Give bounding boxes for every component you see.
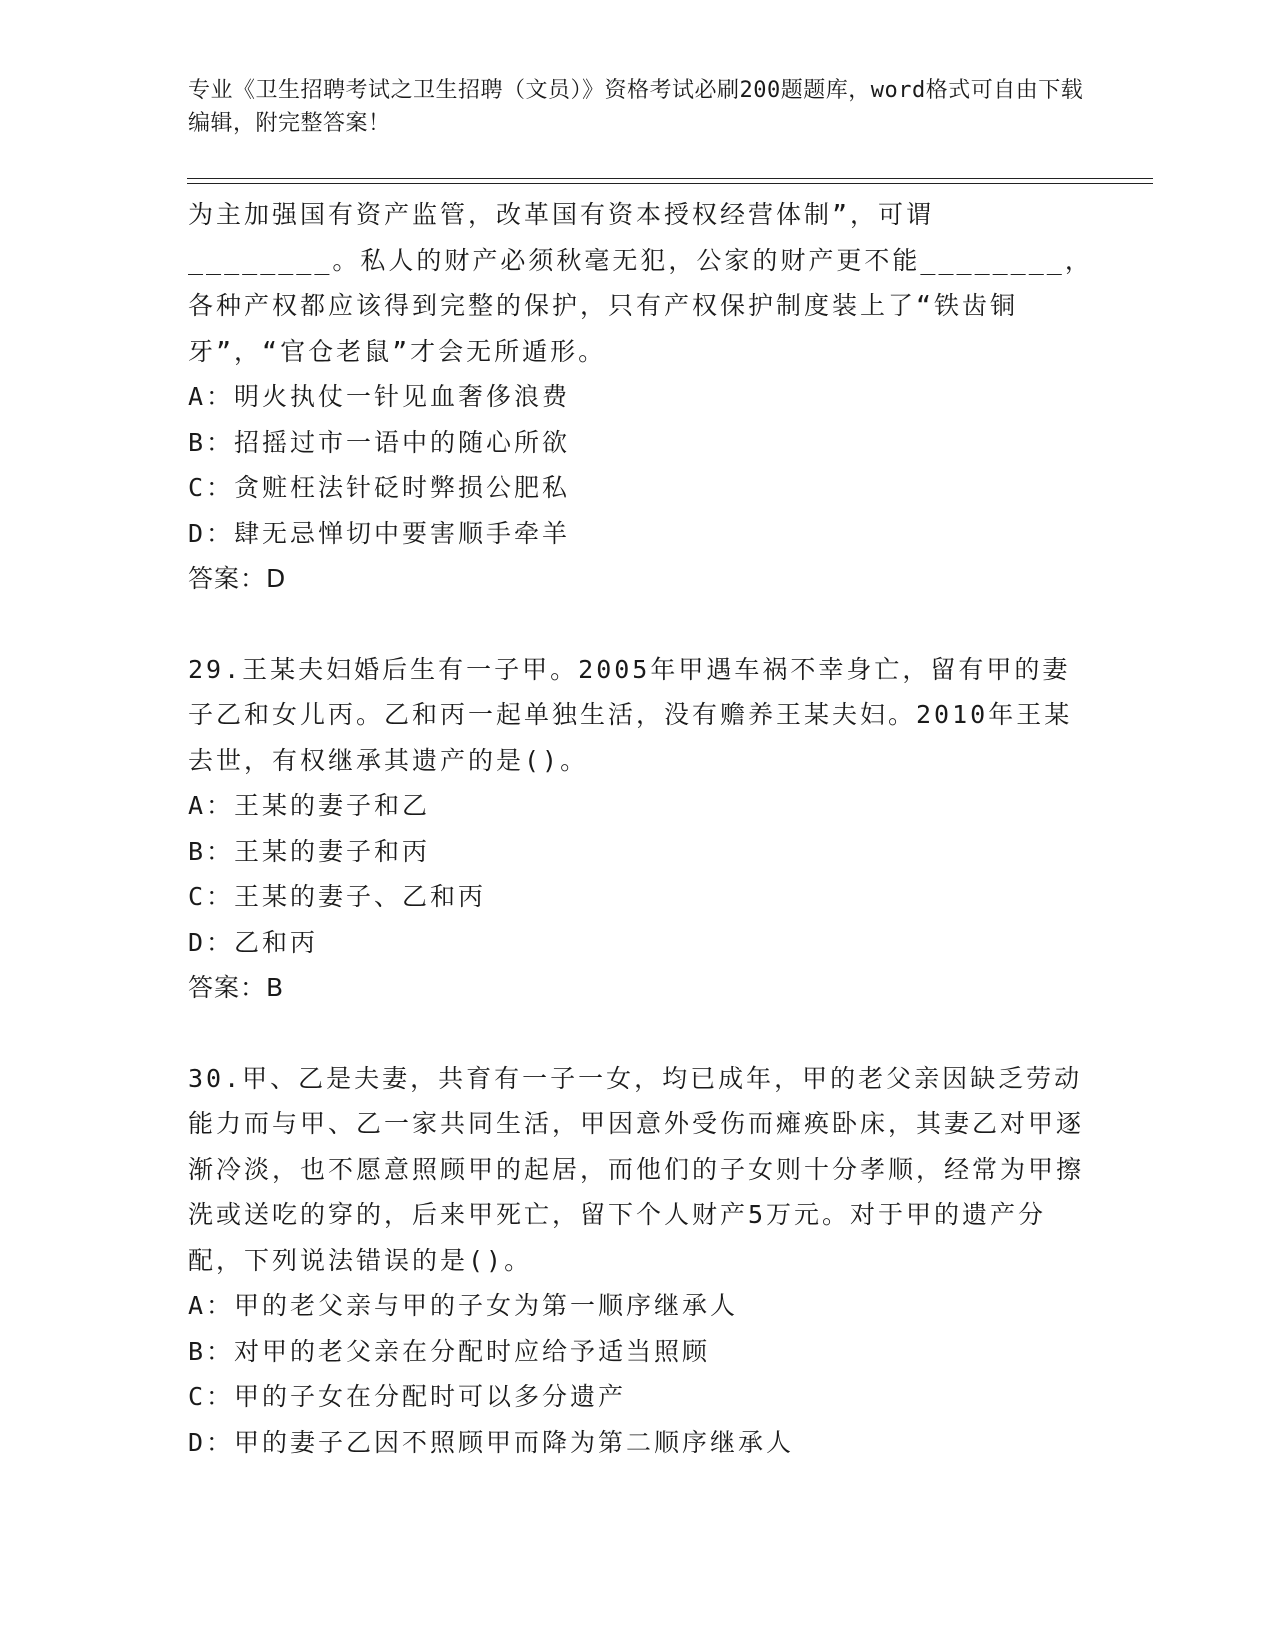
option-b: B：对甲的老父亲在分配时应给予适当照顾 [188, 1336, 711, 1366]
answer-line: 答案：B [188, 973, 285, 1002]
option-a: A：王某的妻子和乙 [188, 791, 431, 820]
option-c: C：王某的妻子、乙和丙 [188, 882, 487, 911]
question-30 [188, 1056, 1098, 1466]
option-c: C：甲的子女在分配时可以多分遗产 [188, 1382, 627, 1411]
option-b: B：王某的妻子和丙 [188, 836, 431, 866]
option-d: D：肆无忌惮切中要害顺手牵羊 [188, 518, 571, 548]
question-28-continued [188, 192, 1098, 602]
question-29 [188, 647, 1098, 1011]
question-stem: 为主加强国有资产监管，改革国有资本授权经营体制”，可谓________。私人的财产必须秋毫无犯，公家的财产更不能________，各种产权都应该得到完整的保护，只有产权保护制度装上了“铁齿铜牙”，“官仓老鼠”才会无所遁形。 [188, 200, 1093, 366]
option-a: A：明火执仗一针见血奢侈浪费 [188, 382, 571, 411]
option-d: D：乙和丙 [188, 927, 319, 957]
question-stem: 30.甲、乙是夫妻，共育有一子一女，均已成年，甲的老父亲因缺乏劳动能力而与甲、乙一家共同生活，甲因意外受伤而瘫痪卧床，其妻乙对甲逐渐冷淡，也不愿意照顾甲的起居，而他们的子女则十分孝顺，经常为甲擦洗或送吃的穿的，后来甲死亡，留下个人财产5万元。对于甲的遗产分配，下列说法错误的是()。 [188, 1063, 1085, 1275]
answer-line: 答案：D [188, 564, 287, 593]
option-a: A：甲的老父亲与甲的子女为第一顺序继承人 [188, 1291, 739, 1320]
option-b: B：招摇过市一语中的随心所欲 [188, 427, 571, 457]
option-c: C：贪赃枉法针砭时弊损公肥私 [188, 473, 571, 502]
page-header: 专业《卫生招聘考试之卫生招聘（文员）》资格考试必刷200题题库，word格式可自由下载编辑，附完整答案！ [188, 78, 1084, 136]
question-stem: 29.王某夫妇婚后生有一子甲。2005年甲遇车祸不幸身亡，留有甲的妻子乙和女儿丙。乙和丙一起单独生活，没有赡养王某夫妇。2010年王某去世，有权继承其遗产的是()。 [188, 654, 1073, 775]
header-rule-bottom [187, 183, 1153, 184]
header-rule-top [187, 178, 1153, 179]
document-body [188, 192, 1098, 1465]
option-d: D：甲的妻子乙因不照顾甲而降为第二顺序继承人 [188, 1427, 795, 1457]
